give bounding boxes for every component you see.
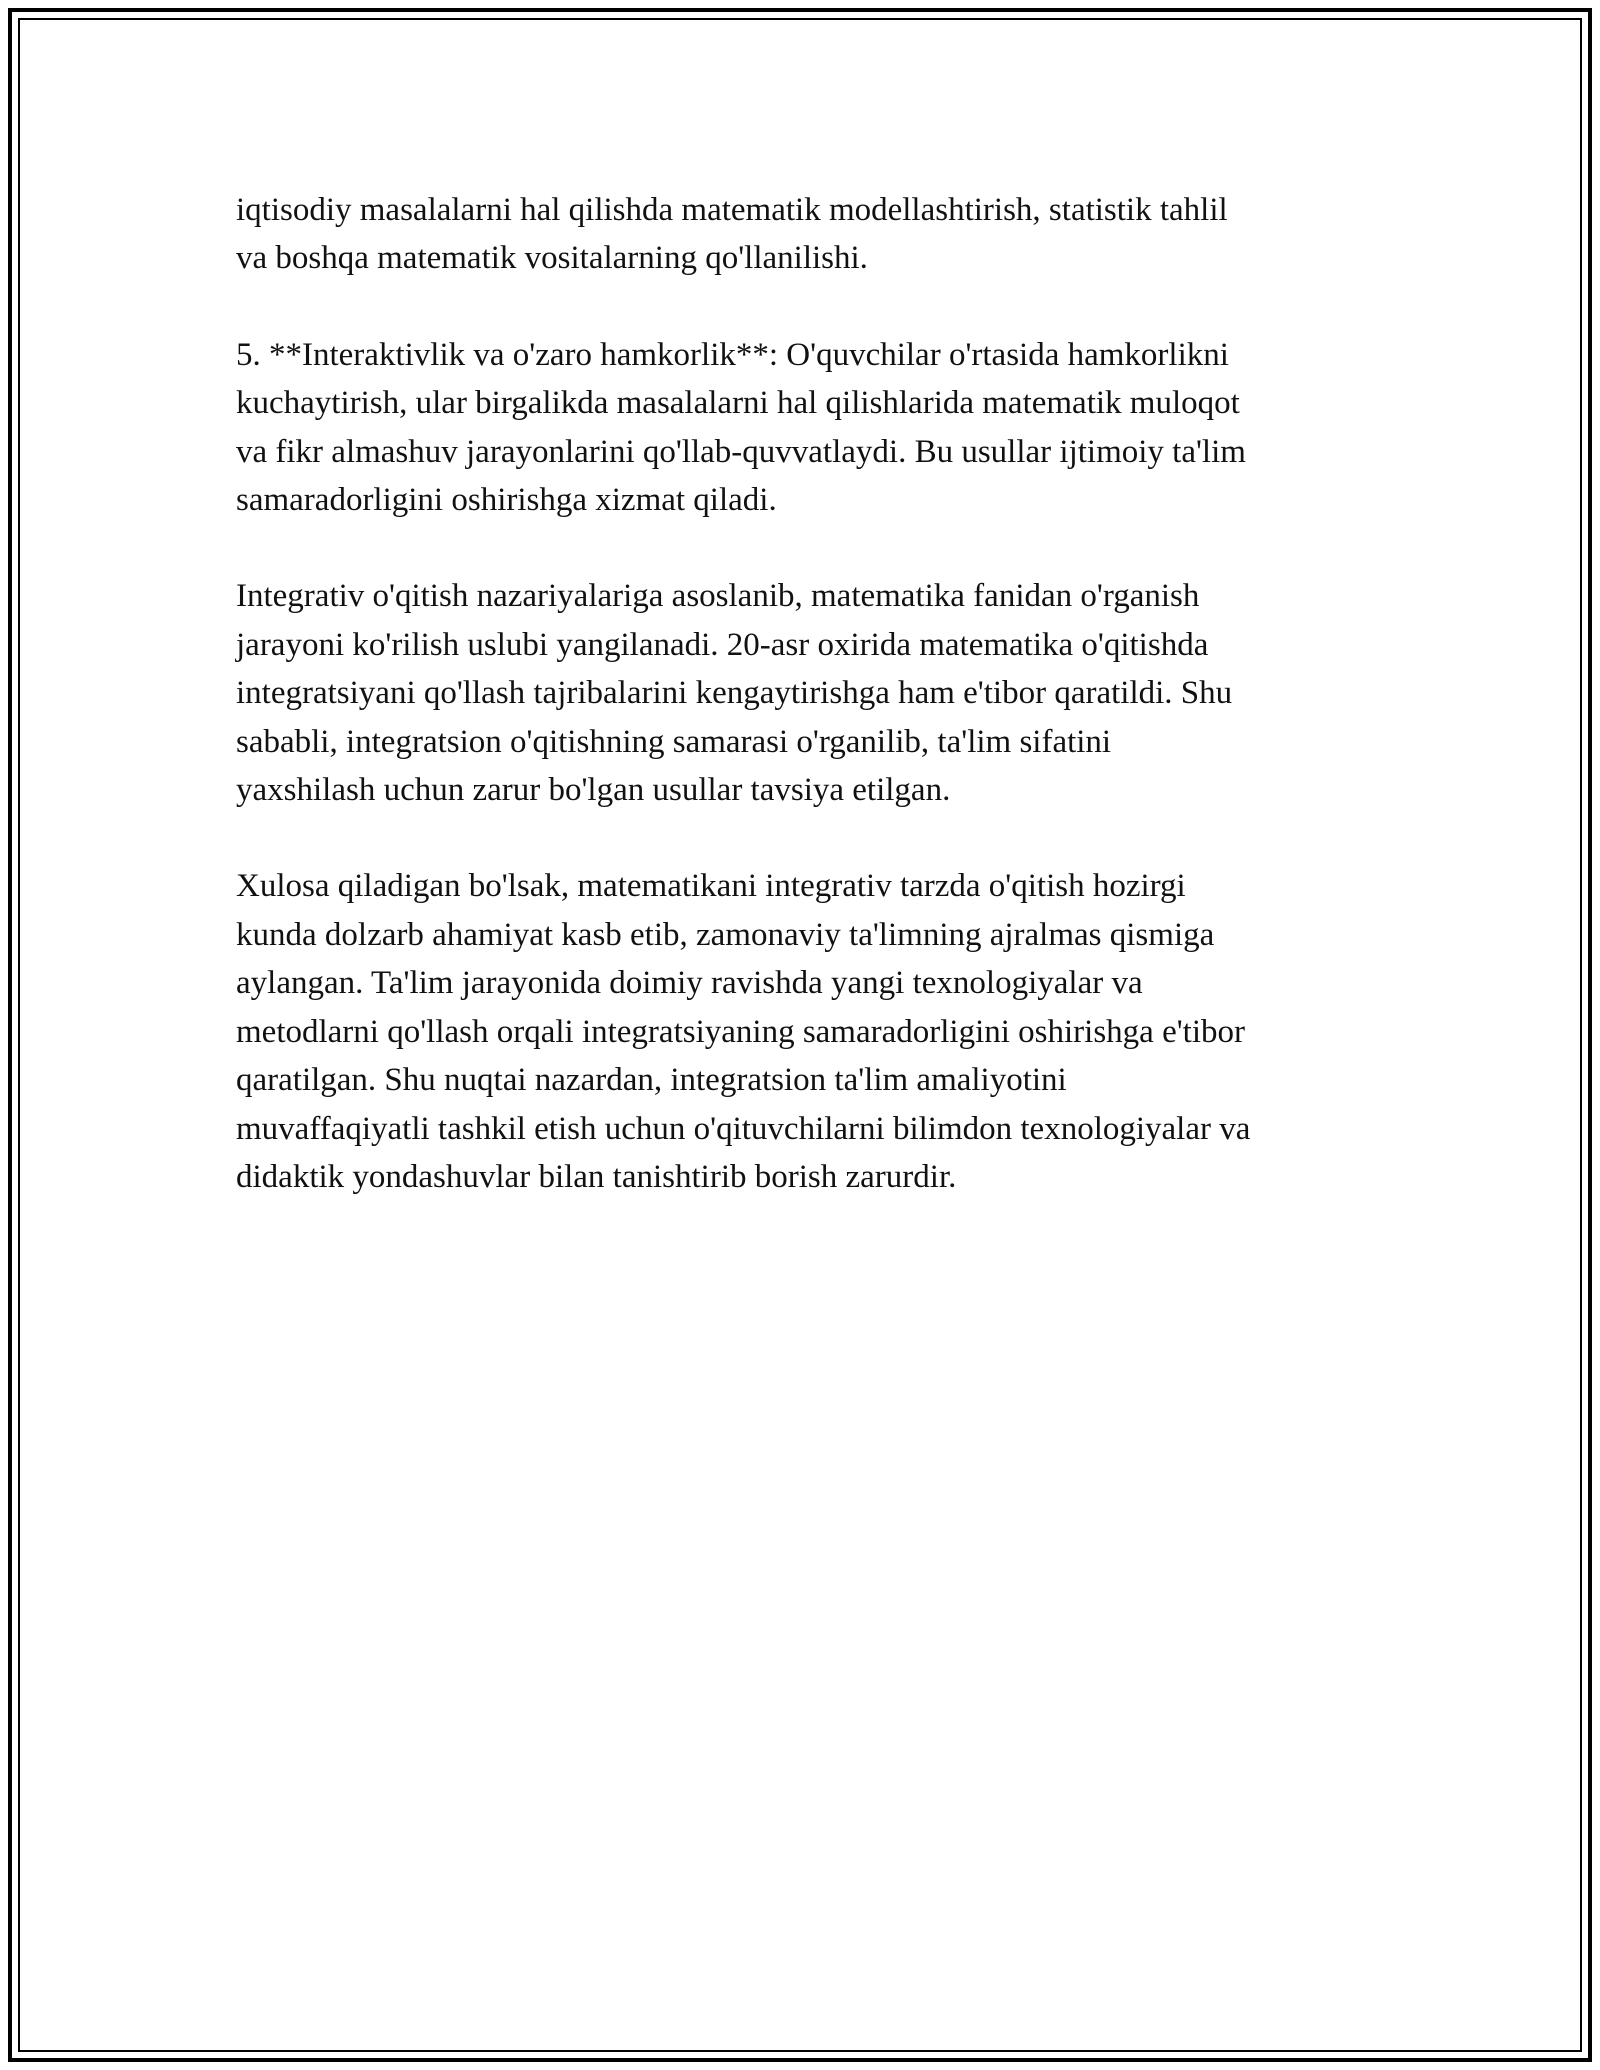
- paragraph-interactivity: 5. **Interaktivlik va o'zaro hamkorlik**: O'quvchilar o'rtasida hamkorlikni kuchaytirish, ular birgalikda masalalarni hal qilishlarida matematik muloqot va fikr almashuv jarayonlarini qo'llab-quvvatlaydi. Bu usullar ijtimoiy ta'lim samaradorligini oshirishga xizmat qiladi.: [236, 336, 1246, 519]
- paragraph-integrative-teaching: Integrativ o'qitish nazariyalariga asoslanib, matematika fanidan o'rganish jarayoni ko'rilish uslubi yangilanadi. 20-asr oxirida matematika o'qitishda integratsiyani qo'llash tajribalarini kengaytirishga ham e'tibor qaratildi. Shu sababli, integratsion o'qitishning samarasi o'rganilib, ta'lim sifatini yaxshilash uchun zarur bo'lgan usullar tavsiya etilgan.: [236, 578, 1233, 809]
- paragraph-continuation: iqtisodiy masalalarni hal qilishda matematik modellashtirish, statistik tahlil va boshqa matematik vositalarning qo'llanilishi.: [236, 192, 1228, 277]
- paragraph-conclusion: Xulosa qiladigan bo'lsak, matematikani integrativ tarzda o'qitish hozirgi kunda dolzarb ahamiyat kasb etib, zamonaviy ta'limning ajralmas qismiga aylangan. Ta'lim jarayonida doimiy ravishda yangi texnologiyalar va metodlarni qo'llash orqali integratsiyaning samaradorligini oshirishga e'tibor qaratilgan. Shu nuqtai nazardan, integratsion ta'lim amaliyotini muvaffaqiyatli tashkil etish uchun o'qituvchilarni bilimdon texnologiyalar va didaktik yondashuvlar bilan tanishtirib borish zarurdir.: [236, 868, 1251, 1195]
- document-body: [236, 186, 1396, 1249]
